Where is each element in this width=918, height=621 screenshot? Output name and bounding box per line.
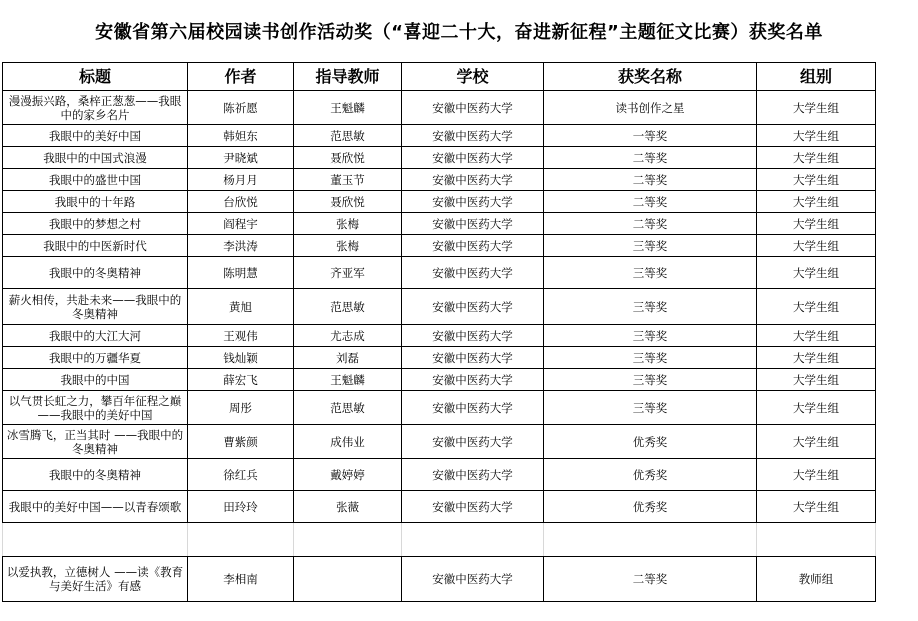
cell-author[interactable]: 王观伟	[188, 325, 294, 347]
cell-title[interactable]: 我眼中的大江大河	[3, 325, 188, 347]
cell-teacher[interactable]: 张梅	[294, 213, 402, 235]
cell-award[interactable]	[544, 523, 757, 557]
cell-title[interactable]: 我眼中的万疆华夏	[3, 347, 188, 369]
cell-school[interactable]: 安徽中医药大学	[402, 91, 544, 125]
cell-school[interactable]: 安徽中医药大学	[402, 325, 544, 347]
cell-school[interactable]: 安徽中医药大学	[402, 347, 544, 369]
cell-school[interactable]: 安徽中医药大学	[402, 425, 544, 459]
table-row	[3, 369, 876, 391]
header-school: 学校	[402, 63, 544, 91]
table-row	[3, 191, 876, 213]
cell-title[interactable]: 我眼中的美好中国	[3, 125, 188, 147]
cell-teacher[interactable]: 成伟业	[294, 425, 402, 459]
cell-author[interactable]	[188, 523, 294, 557]
cell-award[interactable]: 三等奖	[544, 257, 757, 289]
table-row	[3, 325, 876, 347]
header-teacher: 指导教师	[294, 63, 402, 91]
cell-title[interactable]: 我眼中的美好中国——以青春颂歌	[3, 491, 188, 523]
cell-teacher[interactable]: 王魁麟	[294, 91, 402, 125]
table-row	[3, 491, 876, 523]
cell-school[interactable]: 安徽中医药大学	[402, 289, 544, 325]
table-row	[3, 91, 876, 125]
cell-school[interactable]: 安徽中医药大学	[402, 557, 544, 602]
cell-award[interactable]: 二等奖	[544, 169, 757, 191]
cell-title[interactable]	[3, 523, 188, 557]
cell-group[interactable]: 大学生组	[757, 425, 876, 459]
cell-author[interactable]: 韩妲东	[188, 125, 294, 147]
table-body	[3, 91, 876, 602]
table-row	[3, 213, 876, 235]
cell-school[interactable]: 安徽中医药大学	[402, 125, 544, 147]
cell-group[interactable]: 大学生组	[757, 191, 876, 213]
cell-author[interactable]: 陈明慧	[188, 257, 294, 289]
cell-award[interactable]: 三等奖	[544, 369, 757, 391]
cell-award[interactable]: 二等奖	[544, 191, 757, 213]
cell-group[interactable]: 大学生组	[757, 213, 876, 235]
cell-school[interactable]: 安徽中医药大学	[402, 459, 544, 491]
cell-award[interactable]: 三等奖	[544, 347, 757, 369]
cell-group[interactable]: 大学生组	[757, 235, 876, 257]
table-row	[3, 125, 876, 147]
cell-school[interactable]: 安徽中医药大学	[402, 191, 544, 213]
cell-group[interactable]: 大学生组	[757, 125, 876, 147]
cell-group[interactable]	[757, 523, 876, 557]
cell-title[interactable]: 我眼中的梦想之村	[3, 213, 188, 235]
cell-award[interactable]: 优秀奖	[544, 491, 757, 523]
cell-author[interactable]: 李相南	[188, 557, 294, 602]
table-row	[3, 391, 876, 425]
cell-school[interactable]: 安徽中医药大学	[402, 257, 544, 289]
page-title: 安徽省第六届校园读书创作活动奖（“喜迎二十大，奋进新征程”主题征文比赛）获奖名单	[95, 22, 823, 43]
cell-teacher[interactable]: 张梅	[294, 235, 402, 257]
table-row	[3, 169, 876, 191]
cell-author[interactable]: 李洪涛	[188, 235, 294, 257]
cell-award[interactable]: 二等奖	[544, 557, 757, 602]
cell-group[interactable]: 大学生组	[757, 325, 876, 347]
cell-author[interactable]: 陈祈愿	[188, 91, 294, 125]
cell-title[interactable]: 我眼中的冬奥精神	[3, 459, 188, 491]
cell-author[interactable]: 阎程宇	[188, 213, 294, 235]
cell-award[interactable]: 三等奖	[544, 235, 757, 257]
cell-award[interactable]: 读书创作之星	[544, 91, 757, 125]
cell-award[interactable]: 二等奖	[544, 147, 757, 169]
cell-school[interactable]: 安徽中医药大学	[402, 491, 544, 523]
cell-title[interactable]: 以爱执教，立德树人 ——读《教育与美好生活》有感	[3, 557, 188, 602]
cell-teacher[interactable]: 齐亚军	[294, 257, 402, 289]
table-row	[3, 425, 876, 459]
cell-school[interactable]: 安徽中医药大学	[402, 147, 544, 169]
cell-teacher[interactable]: 聂欣悦	[294, 191, 402, 213]
cell-teacher[interactable]	[294, 557, 402, 602]
cell-teacher[interactable]: 范思敏	[294, 391, 402, 425]
table-row	[3, 289, 876, 325]
header-award: 获奖名称	[544, 63, 757, 91]
cell-title[interactable]: 我眼中的冬奥精神	[3, 257, 188, 289]
cell-author[interactable]: 徐红兵	[188, 459, 294, 491]
cell-author[interactable]: 台欣悦	[188, 191, 294, 213]
cell-title[interactable]: 薪火相传，共赴未来——我眼中的冬奥精神	[3, 289, 188, 325]
cell-teacher[interactable]: 范思敏	[294, 125, 402, 147]
cell-title[interactable]: 我眼中的中国	[3, 369, 188, 391]
cell-award[interactable]: 三等奖	[544, 325, 757, 347]
cell-group[interactable]: 大学生组	[757, 289, 876, 325]
cell-teacher[interactable]: 范思敏	[294, 289, 402, 325]
cell-teacher[interactable]: 董玉节	[294, 169, 402, 191]
cell-author[interactable]: 周彤	[188, 391, 294, 425]
cell-group[interactable]: 大学生组	[757, 369, 876, 391]
cell-school[interactable]: 安徽中医药大学	[402, 391, 544, 425]
table-row	[3, 557, 876, 602]
cell-title[interactable]: 我眼中的中医新时代	[3, 235, 188, 257]
header-group: 组别	[757, 63, 876, 91]
cell-title[interactable]: 以气贯长虹之力，攀百年征程之巅——我眼中的美好中国	[3, 391, 188, 425]
cell-teacher[interactable]: 戴婷婷	[294, 459, 402, 491]
cell-group[interactable]: 大学生组	[757, 347, 876, 369]
cell-teacher[interactable]	[294, 523, 402, 557]
cell-teacher[interactable]: 张薇	[294, 491, 402, 523]
table-row	[3, 347, 876, 369]
cell-teacher[interactable]: 刘磊	[294, 347, 402, 369]
cell-author[interactable]: 薛宏飞	[188, 369, 294, 391]
cell-group[interactable]: 大学生组	[757, 391, 876, 425]
cell-award[interactable]: 三等奖	[544, 391, 757, 425]
cell-author[interactable]: 杨月月	[188, 169, 294, 191]
cell-title[interactable]: 冰雪腾飞，正当其时 ——我眼中的冬奥精神	[3, 425, 188, 459]
cell-school[interactable]: 安徽中医药大学	[402, 169, 544, 191]
cell-title[interactable]: 我眼中的中国式浪漫	[3, 147, 188, 169]
cell-award[interactable]: 优秀奖	[544, 459, 757, 491]
header-title: 标题	[3, 63, 188, 91]
header-row	[3, 63, 876, 91]
cell-group[interactable]: 教师组	[757, 557, 876, 602]
cell-group[interactable]: 大学生组	[757, 491, 876, 523]
cell-title[interactable]: 我眼中的盛世中国	[3, 169, 188, 191]
cell-author[interactable]: 曹紫颜	[188, 425, 294, 459]
header-author: 作者	[188, 63, 294, 91]
cell-award[interactable]: 一等奖	[544, 125, 757, 147]
cell-award[interactable]: 二等奖	[544, 213, 757, 235]
cell-school[interactable]: 安徽中医药大学	[402, 369, 544, 391]
cell-teacher[interactable]: 聂欣悦	[294, 147, 402, 169]
cell-group[interactable]: 大学生组	[757, 257, 876, 289]
table-row	[3, 459, 876, 491]
table-row	[3, 147, 876, 169]
cell-group[interactable]: 大学生组	[757, 147, 876, 169]
cell-author[interactable]: 黄旭	[188, 289, 294, 325]
cell-school[interactable]: 安徽中医药大学	[402, 235, 544, 257]
cell-school[interactable]: 安徽中医药大学	[402, 213, 544, 235]
cell-group[interactable]: 大学生组	[757, 91, 876, 125]
table-row	[3, 523, 876, 557]
cell-award[interactable]: 三等奖	[544, 289, 757, 325]
cell-group[interactable]: 大学生组	[757, 459, 876, 491]
cell-award[interactable]: 优秀奖	[544, 425, 757, 459]
cell-author[interactable]: 钱灿颖	[188, 347, 294, 369]
award-table	[2, 62, 876, 602]
cell-teacher[interactable]: 尤志成	[294, 325, 402, 347]
cell-teacher[interactable]: 王魁麟	[294, 369, 402, 391]
table-row	[3, 257, 876, 289]
cell-title[interactable]: 漫漫振兴路，桑梓正葱葱——我眼中的家乡名片	[3, 91, 188, 125]
cell-title[interactable]: 我眼中的十年路	[3, 191, 188, 213]
cell-author[interactable]: 田玲玲	[188, 491, 294, 523]
cell-group[interactable]: 大学生组	[757, 169, 876, 191]
table-row	[3, 235, 876, 257]
cell-school[interactable]	[402, 523, 544, 557]
cell-author[interactable]: 尹晓斌	[188, 147, 294, 169]
